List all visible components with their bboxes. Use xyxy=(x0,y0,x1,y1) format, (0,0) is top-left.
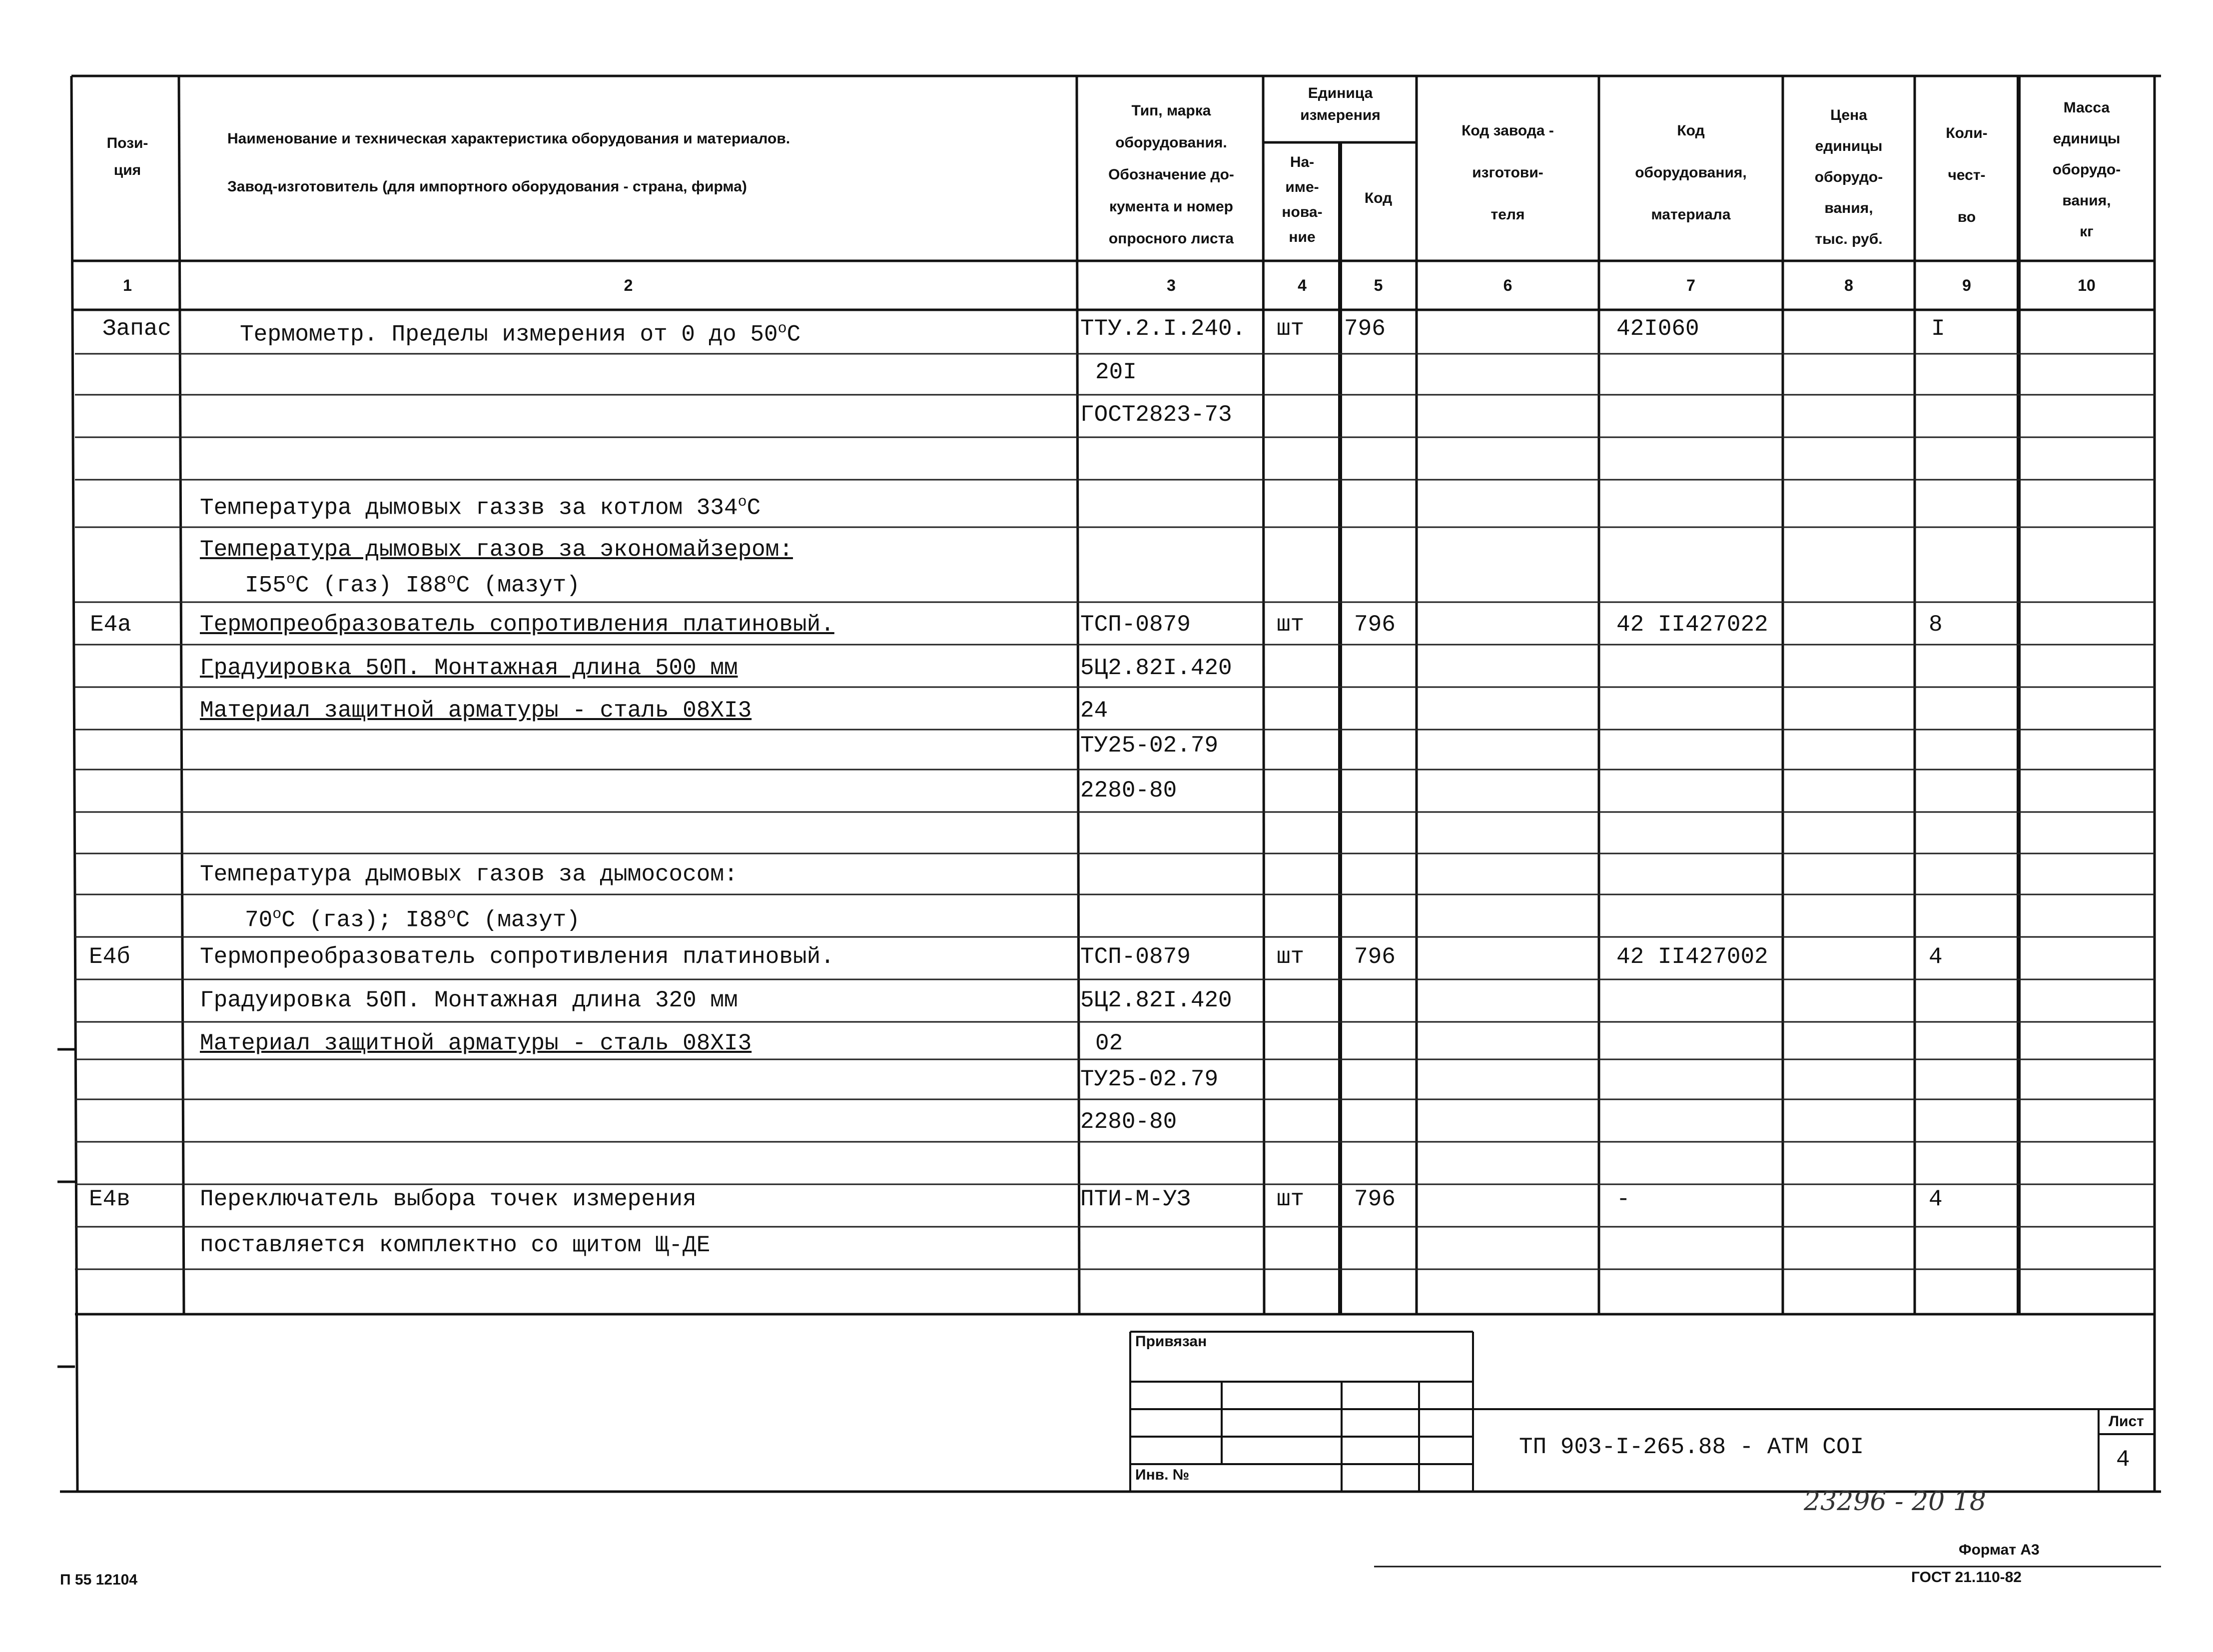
row-type: 24 xyxy=(1080,698,1108,724)
row-unit: шт xyxy=(1277,612,1305,638)
header-col8-line2: единицы xyxy=(1815,138,1883,154)
column-number-5: 5 xyxy=(1374,276,1383,294)
header-col1 xyxy=(75,130,180,184)
column-number-4: 4 xyxy=(1298,276,1307,294)
row-unit: шт xyxy=(1277,944,1305,970)
column-number-10: 10 xyxy=(2078,276,2096,294)
header-col8-line4: вания, xyxy=(1824,200,1873,216)
row-name: Материал защитной арматуры - сталь 08ХI3 xyxy=(200,1030,752,1056)
header-col3-line1: Тип, марка xyxy=(1131,102,1211,119)
header-col7-line1: Код xyxy=(1677,122,1705,139)
row-name2-tail: С (газ) I88 xyxy=(295,572,447,599)
header-col6-line2: изготови- xyxy=(1472,164,1543,181)
column-number-8: 8 xyxy=(1844,276,1853,294)
row-name2-degree2: о xyxy=(447,571,456,588)
row-name xyxy=(240,314,800,349)
row-equipment-code: 42I060 xyxy=(1616,316,1699,342)
row-equipment-code: 42 II427022 xyxy=(1616,612,1768,638)
row-name: Материал защитной арматуры - сталь 08ХI3 xyxy=(200,698,752,724)
header-col3-line2: оборудования. xyxy=(1115,134,1227,151)
header-unit-group xyxy=(1264,82,1417,126)
row-position: Е4в xyxy=(89,1186,130,1212)
header-col4 xyxy=(1264,150,1340,250)
row-type: 02 xyxy=(1095,1030,1123,1056)
row-name: Градуировка 50П. Монтажная длина 320 мм xyxy=(200,987,738,1013)
row-quantity: 4 xyxy=(1929,944,1943,970)
row-name xyxy=(200,487,760,523)
row-name2-degree: о xyxy=(286,571,295,588)
row-type: ТСП-0879 xyxy=(1080,612,1191,638)
handwritten-number: 23296 - 20 18 xyxy=(1804,1487,1986,1517)
header-col2-line2: Завод-изготовитель (для импортного оборудования - страна, фирма) xyxy=(227,178,747,195)
row-position: Е4а xyxy=(90,612,131,638)
header-col6 xyxy=(1417,110,1599,236)
row-quantity: 8 xyxy=(1929,612,1943,638)
header-col7 xyxy=(1599,110,1783,236)
header-unit-line1: Единица xyxy=(1308,85,1373,101)
header-col10-line2: единицы xyxy=(2053,130,2121,147)
header-col2 xyxy=(227,115,1077,211)
header-col5: Код xyxy=(1364,190,1393,206)
header-col7-line3: материала xyxy=(1651,206,1731,223)
row-name-tail: С xyxy=(746,495,761,521)
row-name-text: 70 xyxy=(245,907,273,933)
row-unit-code: 796 xyxy=(1354,612,1396,638)
header-col10-line3: оборудо- xyxy=(2052,161,2121,178)
row-name-tail: С (газ); I88 xyxy=(281,907,447,933)
header-col3 xyxy=(1079,95,1263,255)
row-position: Запас xyxy=(102,316,172,342)
row-type: 5Ц2.82I.420 xyxy=(1080,987,1232,1013)
header-col10 xyxy=(2019,92,2155,247)
header-col9-line2: чест- xyxy=(1948,167,1986,183)
row-equipment-code: 42 II427002 xyxy=(1616,944,1768,970)
row-type: 20I xyxy=(1095,359,1137,385)
stamp-privyazan-label: Привязан xyxy=(1135,1333,1207,1350)
row-name: Термопреобразователь сопротивления платиновый. xyxy=(200,612,834,638)
header-col6-line1: Код завода - xyxy=(1462,122,1554,139)
header-col8-line5: тыс. руб. xyxy=(1815,231,1883,247)
column-number-9: 9 xyxy=(1962,276,1971,294)
row-quantity: I xyxy=(1931,316,1945,342)
row-name: поставляется комплектно со щитом Щ-ДЕ xyxy=(200,1232,711,1258)
format-label: Формат А3 xyxy=(1959,1542,2040,1558)
header-col4-line3: нова- xyxy=(1282,204,1323,220)
header-col4-line2: име- xyxy=(1285,179,1319,195)
row-type: ТТУ.2.I.240. xyxy=(1080,316,1246,342)
column-number-1: 1 xyxy=(123,276,132,294)
row-unit: шт xyxy=(1277,1186,1305,1212)
header-col10-line4: вания, xyxy=(2062,192,2111,209)
row-type: ГОСТ2823-73 xyxy=(1080,402,1232,428)
header-col1-line1: Пози- xyxy=(106,135,148,151)
row-type: 2280-80 xyxy=(1080,778,1177,804)
document-designation: ТП 903-I-265.88 - АТМ СОI xyxy=(1519,1434,1864,1460)
row-type: ТУ25-02.79 xyxy=(1080,733,1219,759)
left-code: П 55 12104 xyxy=(60,1572,138,1588)
row-name: Переключатель выбора точек измерения xyxy=(200,1186,697,1212)
row-name-tail2: С (мазут) xyxy=(456,907,580,933)
row-name-line2 xyxy=(245,565,580,600)
header-col8-line1: Цена xyxy=(1830,107,1867,123)
row-unit-code: 796 xyxy=(1354,944,1396,970)
header-col3-line5: опросного листа xyxy=(1108,230,1234,247)
row-name: Температура дымовых газов за экономайзером: xyxy=(200,537,793,563)
column-number-7: 7 xyxy=(1686,276,1695,294)
header-col8-line3: оборудо- xyxy=(1814,169,1883,185)
row-type: ТУ25-02.79 xyxy=(1080,1066,1219,1092)
header-col4-line1: На- xyxy=(1290,154,1315,170)
header-col7-line2: оборудования, xyxy=(1635,164,1747,181)
header-col8 xyxy=(1783,100,1915,255)
row-name-degree2: о xyxy=(447,906,456,923)
header-col6-line3: теля xyxy=(1490,206,1525,223)
header-col9-line1: Коли- xyxy=(1946,125,1988,141)
row-unit-code: 796 xyxy=(1354,1186,1396,1212)
row-name: Температура дымовых газов за дымососом: xyxy=(200,861,738,887)
row-name-degree: о xyxy=(738,494,747,511)
row-name2-tail2: С (мазут) xyxy=(456,572,580,599)
column-number-3: 3 xyxy=(1167,276,1176,294)
row-name2-text: I55 xyxy=(245,572,286,599)
header-col10-line5: кг xyxy=(2080,223,2094,240)
row-name-tail: С xyxy=(786,321,801,348)
row-unit: шт xyxy=(1277,316,1305,342)
row-equipment-code: - xyxy=(1616,1186,1630,1212)
row-name-text: Температура дымовых газзв за котлом 334 xyxy=(200,495,738,521)
header-col3-line3: Обозначение до- xyxy=(1108,166,1234,183)
stamp-inventory-label: Инв. № xyxy=(1135,1467,1190,1483)
row-type: ПТИ-М-УЗ xyxy=(1080,1186,1191,1212)
row-name-text: Термометр. Пределы измерения от 0 до 50 xyxy=(240,321,778,348)
row-name-degree: о xyxy=(777,320,787,337)
row-type: ТСП-0879 xyxy=(1080,944,1191,970)
row-quantity: 4 xyxy=(1929,1186,1943,1212)
row-name-degree: о xyxy=(272,906,282,923)
row-unit-code: 796 xyxy=(1344,316,1386,342)
header-unit-line2: измерения xyxy=(1300,107,1381,123)
row-type: 5Ц2.82I.420 xyxy=(1080,655,1232,681)
row-name: Градуировка 50П. Монтажная длина 500 мм xyxy=(200,655,738,681)
header-col2-line1: Наименование и техническая характеристика оборудования и материалов. xyxy=(227,130,790,147)
header-col3-line4: кумента и номер xyxy=(1109,198,1234,215)
row-name xyxy=(245,899,580,935)
column-number-2: 2 xyxy=(624,276,633,294)
row-position: Е4б xyxy=(89,944,130,970)
column-number-6: 6 xyxy=(1503,276,1512,294)
row-name: Термопреобразователь сопротивления платиновый. xyxy=(200,944,834,970)
header-col9 xyxy=(1915,112,2019,238)
header-col1-line2: ция xyxy=(113,162,141,178)
header-col10-line1: Масса xyxy=(2063,99,2110,116)
header-col4-line4: ние xyxy=(1289,229,1316,245)
sheet-label: Лист xyxy=(2109,1413,2144,1430)
gost-label: ГОСТ 21.110-82 xyxy=(1911,1569,2022,1586)
row-type: 2280-80 xyxy=(1080,1109,1177,1135)
sheet-number: 4 xyxy=(2116,1447,2130,1473)
header-col9-line3: во xyxy=(1957,209,1976,225)
